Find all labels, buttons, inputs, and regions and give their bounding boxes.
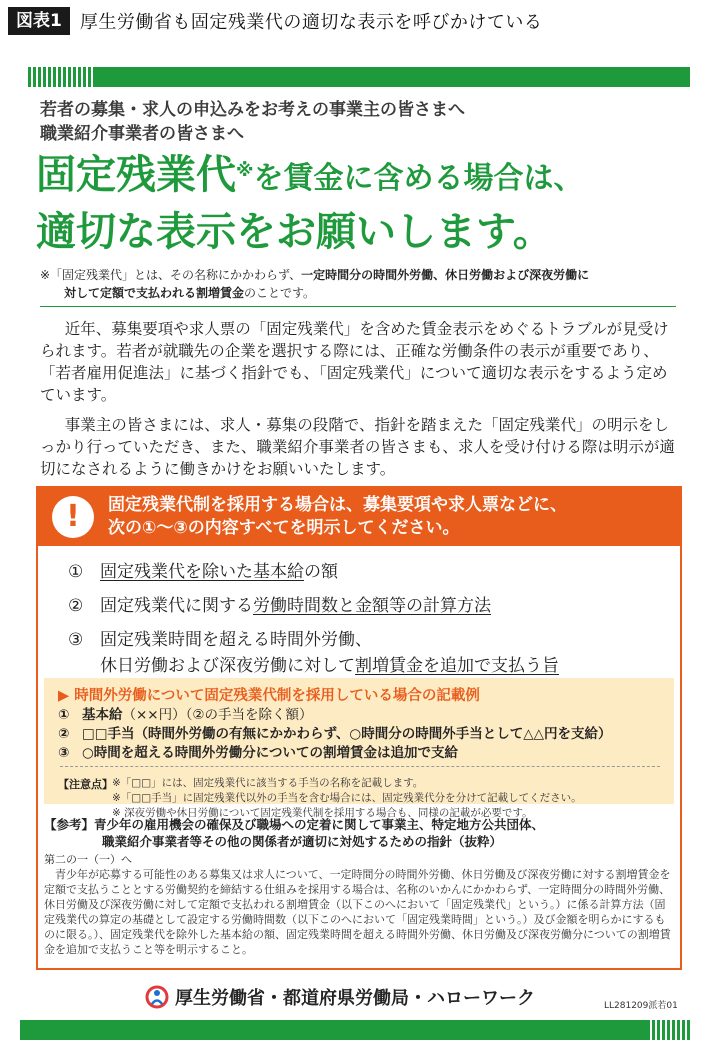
body-paragraph-2: 事業主の皆さまには、求人・募集の段階で、指針を踏まえた「固定残業代」の明示をしっかり行っていただき、また、職業紹介事業者の皆さまも、求人を受け付ける際は明示が適切になされるように働きかけをお願いいたします。: [40, 416, 675, 478]
audience-block: [40, 98, 465, 146]
callout-line-2: 次の①～③の内容すべてを明示してください。: [108, 518, 460, 538]
footnote-prefix: ※「固定残業代」とは、その名称にかかわらず、: [40, 268, 302, 282]
callout-header: [38, 488, 680, 546]
figure-title: 厚生労働省も固定残業代の適切な表示を呼びかけている: [79, 12, 543, 33]
reference-body: 青少年が応募する可能性のある募集又は求人について、一定時間分の時間外労働、休日労働及び深夜労働に対する割増賃金を定額で支払うこととする労働契約を締結する仕組みを採用する場合は、名称のいかんにかかわらず、一定時間分の時間外労働、休日労働及び深夜労働に対して定額で支払われる割増賃金（以下このへにおいて「固定残業代」という。）に係る計算方法（固定残業代の算定の基礎として設定する労働時間数（以下このへにおいて「固定残業時間」という。）及び金額を明らかにするものに限る。）、固定残業代を除外した基本給の額、固定残業時間を超える時間外労働、休日労働及び深夜労働分についての割増賃金を追加で支払うこと等を明示すること。: [44, 868, 671, 956]
requirement-item: ③ 固定残業時間を超える時間外労働、: [68, 630, 372, 650]
footnote-bold-2: 対して定額で支払われる割増賃金: [64, 286, 245, 300]
example-item: ③ ○時間を超える時間外労働分についての割増賃金は追加で支給: [58, 745, 459, 761]
definition-footnote: [40, 266, 680, 302]
headline-line-1: [36, 150, 584, 204]
green-divider: [40, 306, 676, 307]
example-item: ② □□手当（時間外労働の有無にかかわらず、○時間分の時間外手当として△△円を支給）: [58, 726, 612, 742]
callout-line-1: 固定残業代制を採用する場合は、募集要項や求人票などに、: [108, 495, 567, 515]
callout-header-text: [108, 494, 567, 540]
top-green-bar: [26, 67, 690, 87]
requirement-underline: 割増賃金を追加で支払う旨: [355, 656, 559, 676]
example-box: [44, 678, 674, 819]
figure-header: [8, 6, 542, 36]
bottom-green-bar: [20, 1020, 690, 1040]
headline-rest: を賃金に含める場合は、: [253, 161, 584, 196]
headline-line-2: 適切な表示をお願いします。: [36, 209, 553, 255]
footnote-bold-1: 一定時間分の時間外労働、休日労働および深夜労働に: [301, 268, 590, 282]
footer-organization: 厚生労働省・都道府県労働局・ハローワーク: [175, 988, 535, 1009]
reference-box: [44, 816, 674, 962]
example-title: ▶ 時間外労働について固定残業代制を採用している場合の記載例: [58, 688, 480, 704]
note-line: ※「□□手当」に固定残業代以外の手当を含む場合には、固定残業代分を分けて記載してください。: [112, 792, 582, 804]
requirement-item: ① 固定残業代を除いた基本給の額: [68, 562, 338, 582]
note-label: 【注意点】: [58, 778, 113, 791]
figure-badge: 図表1: [8, 7, 70, 35]
headline-mark: ※: [236, 160, 254, 181]
mhlw-logo-icon: [145, 985, 169, 1009]
requirements-callout: [36, 486, 682, 970]
note-line: ※「□□」には、固定残業代に該当する手当の名称を記載します。: [112, 777, 424, 789]
requirement-underline: 労働時間数と金額等の計算方法: [253, 596, 491, 616]
exclamation-icon: !: [52, 496, 94, 538]
footnote-suffix: のことです。: [244, 286, 316, 300]
requirement-item: ② 固定残業代に関する労働時間数と金額等の計算方法: [68, 596, 491, 616]
audience-line-1: 若者の募集・求人の申込みをお考えの事業主の皆さまへ: [40, 100, 465, 120]
requirement-underline: 固定残業代を除いた基本給: [100, 562, 304, 582]
headline-term: 固定残業代: [36, 152, 236, 198]
body-paragraph-1: 近年、募集要項や求人票の「固定残業代」を含めた賃金表示をめぐるトラブルが見受けられます。若者が就職先の企業を選択する際には、正確な労働条件の表示が重要であり、「若者雇用促進法」に基づく指針でも、「固定残業代」について適切な表示をするよう定めています。: [40, 320, 669, 404]
note-line: ※ 深夜労働や休日労働について固定残業代制を採用する場合も、同様の記載が必要です。: [112, 807, 533, 819]
audience-line-2: 職業紹介事業者の皆さまへ: [40, 124, 244, 144]
footer-code: LL281209派若01: [604, 1001, 678, 1011]
headline: [36, 150, 584, 260]
reference-section: 第二の一（一）へ: [44, 853, 132, 866]
example-item: ① 基本給（××円）（②の手当を除く額）: [58, 707, 313, 723]
reference-title: 【参考】青少年の雇用機会の確保及び職場への定着に関して事業主、特定地方公共団体、 職業紹介事業者等その他の関係者が適切に対処するための指針（抜粋）: [44, 817, 545, 849]
dashed-divider: [60, 766, 660, 767]
requirement-item-continued: 休日労働および深夜労働に対して割増賃金を追加で支払う旨: [100, 656, 559, 676]
